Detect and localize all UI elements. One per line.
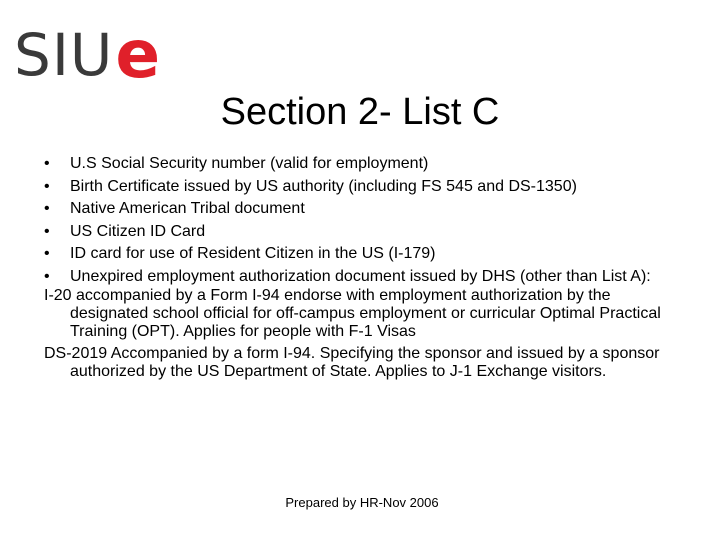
- logo-text: SIU: [14, 21, 114, 89]
- list-item-text: Unexpired employment authorization document issued by DHS (other than List A):: [70, 267, 651, 285]
- bullet-icon: •: [44, 155, 50, 172]
- list-item: [44, 155, 669, 173]
- list-item: [44, 178, 669, 196]
- list-item: [44, 223, 669, 241]
- list-item: [44, 200, 669, 218]
- list-item-text: Birth Certificate issued by US authority (including FS 545 and DS-1350): [70, 177, 577, 195]
- footer-note: Prepared by HR-Nov 2006: [285, 495, 439, 510]
- slide-content: [44, 155, 669, 381]
- ds2019-paragraph: DS-2019 Accompanied by a form I-94. Specifying the sponsor and issued by a sponsor authorized by the US Department of State. Applies to J-1 Exchange visitors.: [44, 344, 660, 380]
- bullet-icon: •: [44, 267, 50, 285]
- list-item: [44, 245, 669, 263]
- list-item-text: ID card for use of Resident Citizen in the US (I-179): [70, 245, 436, 262]
- list-item-text: US Citizen ID Card: [70, 222, 206, 240]
- document-bullet-list: [44, 155, 669, 286]
- list-item-text: U.S Social Security number (valid for employment): [70, 155, 429, 172]
- slide-title-text: Section 2- List C: [220, 91, 500, 133]
- siue-logo: [14, 16, 161, 93]
- slide-title: [0, 90, 720, 134]
- list-item: [44, 268, 669, 286]
- list-item-text: Native American Tribal document: [70, 200, 305, 217]
- bullet-icon: •: [44, 200, 50, 217]
- bullet-icon: •: [44, 245, 50, 262]
- bullet-icon: •: [44, 222, 50, 240]
- logo-accent-letter: e: [115, 16, 161, 93]
- i20-paragraph: I-20 accompanied by a Form I-94 endorse with employment authorization by the designated school official for off-campus employment or curricular Optimal Practical Training (OPT). Applies for people with F-1 Visas: [44, 286, 661, 340]
- bullet-icon: •: [44, 177, 50, 195]
